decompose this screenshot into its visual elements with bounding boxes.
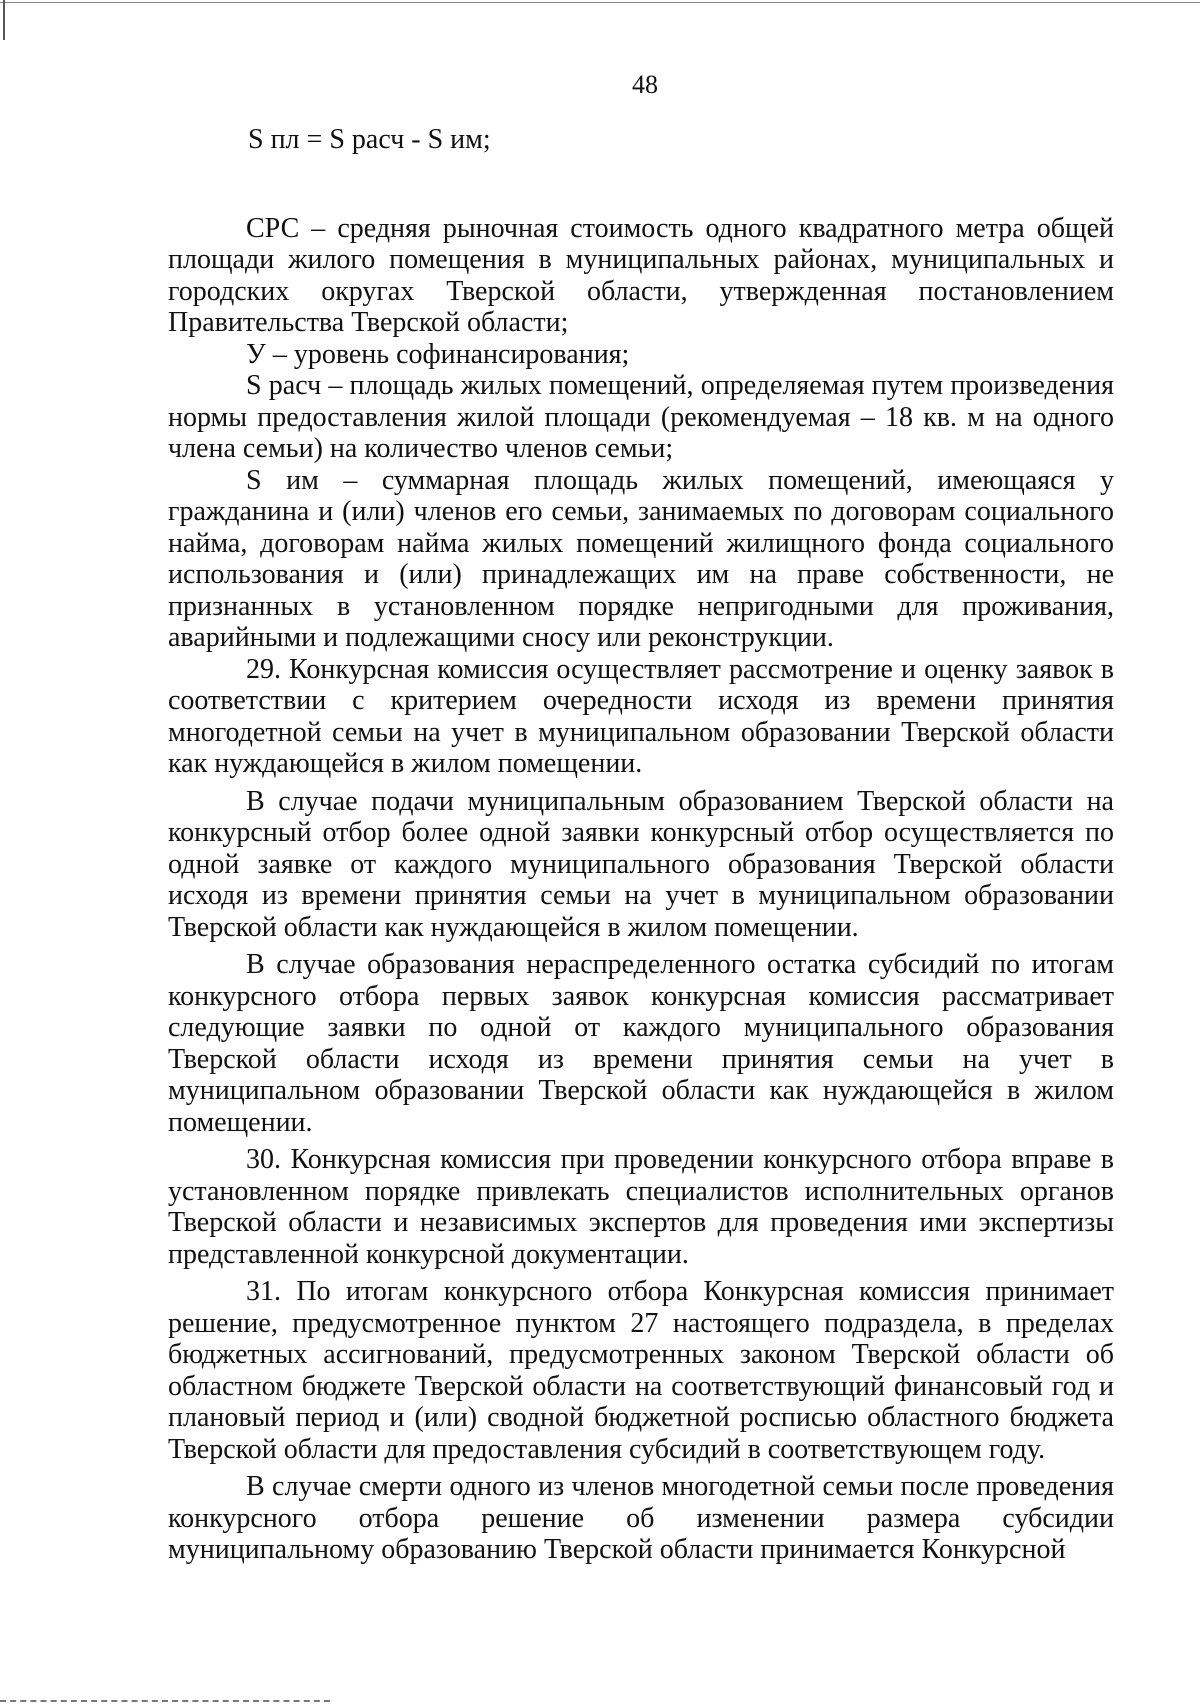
page-number: 48 [632, 70, 658, 99]
paragraph-item-30: 30. Конкурсная комиссия при проведении конкурсного отбора вправе в установленном порядке привлекать специалистов исполнительных органов Тверской области и независимых экспертов для проведения ими экспертизы представленной конкурсной документации. [168, 1144, 1114, 1270]
paragraph-item-29: 29. Конкурсная комиссия осуществляет рассмотрение и оценку заявок в соответствии с критерием очередности исходя из времени принятия многодетной семьи на учет в муниципальном образовании Тверской области как нуждающейся в жилом помещении. [168, 653, 1114, 779]
paragraph-u-definition: У – уровень софинансирования; [246, 338, 630, 370]
scan-edge-left [3, 0, 5, 40]
scan-edge-top [0, 2, 1200, 3]
paragraph-item-31: 31. По итогам конкурсного отбора Конкурсная комиссия принимает решение, предусмотренное пунктом 27 настоящего подраздела, в пределах бюджетных ассигнований, предусмотренных законом Тверской области об областном бюджете Тверской области на соответствующий финансовый год и плановый период и (или) сводной бюджетной росписью областного бюджета Тверской области для предоставления субсидий в соответствующем году. [168, 1276, 1114, 1465]
formula-line: S пл = S расч - S им; [248, 124, 491, 155]
paragraph-death-case: В случае смерти одного из членов многодетной семьи после проведения конкурсного отбора решение об изменении размера субсидии муниципальному образованию Тверской области принимается Конкурсной [168, 1471, 1114, 1565]
paragraph-s-rasch-definition: S расч – площадь жилых помещений, определяемая путем произведения нормы предоставления жилой площади (рекомендуемая – 18 кв. м на одного члена семьи) на количество членов семьи; [168, 370, 1114, 464]
document-body [168, 124, 1114, 1566]
paragraph-multiple-applications: В случае подачи муниципальным образованием Тверской области на конкурсный отбор более одной заявки конкурсный отбор осуществляется по одной заявке от каждого муниципального образования Тверской области исходя из времени принятия семьи на учет в муниципальном образовании Тверской области как нуждающейся в жилом помещении. [168, 785, 1114, 943]
paragraph-srs-definition: СРС – средняя рыночная стоимость одного квадратного метра общей площади жилого помещения в муниципальных районах, муниципальных и городских округах Тверской области, утвержденная постановлением Правительства Тверской области; [168, 212, 1114, 338]
scan-edge-bottom [0, 1700, 330, 1703]
paragraph-s-im-definition: S им – суммарная площадь жилых помещений, имеющаяся у гражданина и (или) членов его семьи, занимаемых по договорам социального найма, договорам найма жилых помещений жилищного фонда социального использования и (или) принадлежащих им на праве собственности, не признанных в установленном порядке непригодными для проживания, аварийными и подлежащими сносу или реконструкции. [168, 464, 1114, 653]
paragraph-remaining-subsidies: В случае образования нераспределенного остатка субсидий по итогам конкурсного отбора первых заявок конкурсная комиссия рассматривает следующие заявки по одной от каждого муниципального образования Тверской области исходя из времени принятия семьи на учет в муниципальном образовании Тверской области как нуждающейся в жилом помещении. [168, 949, 1114, 1138]
